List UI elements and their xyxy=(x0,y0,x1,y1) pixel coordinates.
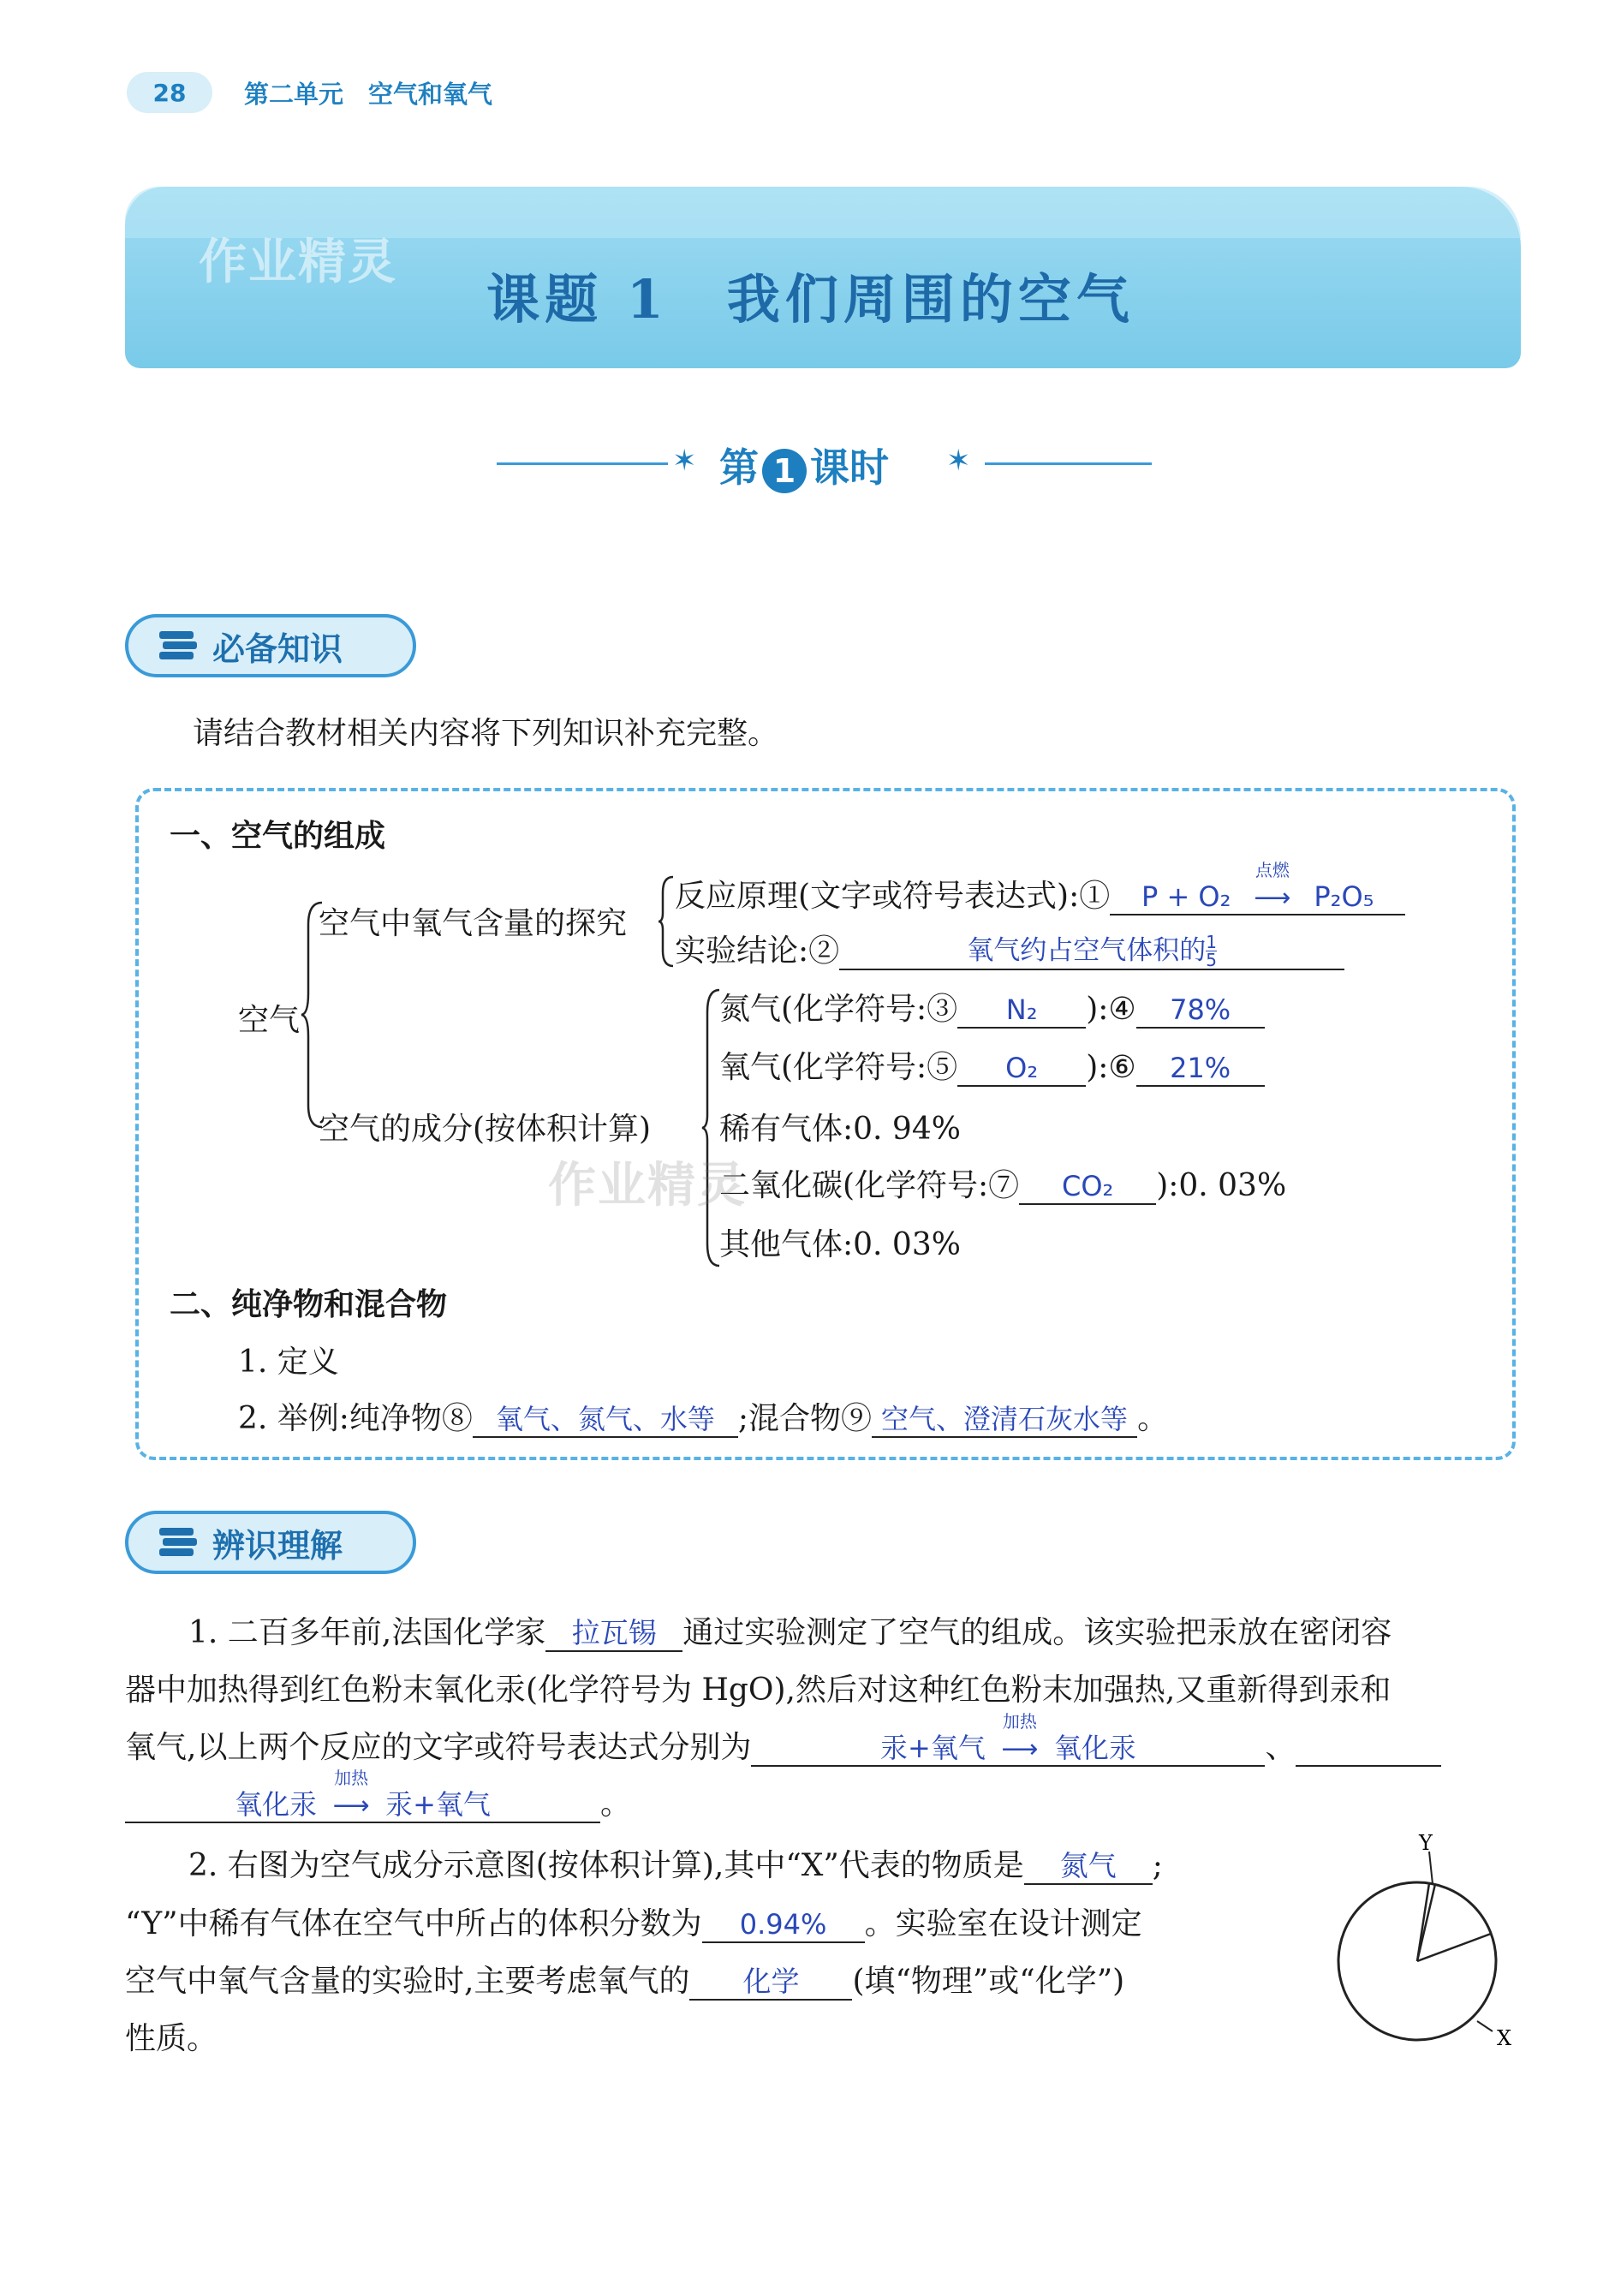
q2-text-b: “Y”中稀有气体在空气中所占的体积分数为 xyxy=(125,1906,702,1941)
answer-blank-4 xyxy=(1136,993,1265,1029)
mix-label: ;混合物⑨ xyxy=(737,1401,873,1436)
lesson-prefix: 第 xyxy=(719,444,759,491)
example-label: 2. 举例:纯净物⑧ xyxy=(238,1401,473,1436)
section-pill-understanding xyxy=(125,1511,416,1574)
part2-title: 二、纯净物和混合物 xyxy=(170,1287,448,1322)
reaction-condition: 点燃 xyxy=(1254,860,1290,881)
answer-text: O₂ xyxy=(1005,1052,1039,1085)
lesson-suffix: 课时 xyxy=(810,444,889,491)
lesson-line-right xyxy=(985,462,1152,465)
q1-line4 xyxy=(125,1768,632,1823)
answer-text: N₂ xyxy=(1005,993,1038,1027)
nitrogen-mid: ):④ xyxy=(1086,992,1136,1027)
unit-title: 第二单元 空气和氧气 xyxy=(244,80,493,109)
answer-text: 氮气 xyxy=(1059,1849,1117,1883)
q1-line3 xyxy=(125,1711,1441,1767)
arrow-icon: ⟶ xyxy=(1254,883,1291,914)
reaction-principle xyxy=(675,860,1405,915)
co2-label: 二氧化碳(化学符号:⑦ xyxy=(719,1168,1020,1203)
q2-line1 xyxy=(188,1841,1163,1885)
q2-text-e: (填“物理”或“化学”) xyxy=(852,1964,1125,1999)
q1-blank-3 xyxy=(125,1768,600,1823)
answer-text: 氧气、氮气、水等 xyxy=(495,1403,715,1436)
section-title: 必备知识 xyxy=(212,629,343,668)
lesson-number: 1 xyxy=(762,449,807,493)
reaction-arrow xyxy=(1241,860,1304,914)
lesson-line-left xyxy=(497,462,668,465)
answer-text: 0.94% xyxy=(739,1908,827,1941)
lesson-marker xyxy=(719,437,889,493)
answer-blank-9 xyxy=(872,1402,1137,1438)
q2-text-a: 2. 右图为空气成分示意图(按体积计算),其中“X”代表的物质是 xyxy=(188,1848,1024,1883)
q1-line1 xyxy=(188,1608,1392,1652)
end-mark: 。 xyxy=(1137,1401,1169,1436)
branch1-brace xyxy=(658,875,675,968)
reaction-arrow xyxy=(317,1768,385,1822)
q2-blank-1 xyxy=(1024,1849,1153,1885)
page-number: 28 xyxy=(127,72,212,113)
arrow-icon: ⟶ xyxy=(1001,1734,1039,1765)
co2-tail: ):0. 03% xyxy=(1156,1168,1287,1203)
q2-blank-3 xyxy=(689,1965,852,2001)
definition-label: 1. 定义 xyxy=(238,1345,339,1380)
answer-text: 化学 xyxy=(742,1965,800,1999)
part1-title: 一、空气的组成 xyxy=(170,819,386,854)
y-pointer xyxy=(1429,1852,1433,1884)
answer-blank-8 xyxy=(473,1402,738,1438)
pie-divider xyxy=(1417,1884,1435,1961)
star-icon: ✶ xyxy=(672,444,697,478)
answer-blank-7 xyxy=(1019,1169,1156,1205)
answer-blank-5 xyxy=(957,1051,1086,1087)
answer-text: P + O₂ xyxy=(1141,880,1231,914)
pie-divider xyxy=(1417,1934,1491,1961)
co2-row xyxy=(719,1161,1286,1205)
q1-line2: 器中加热得到红色粉末氧化汞(化学符号为 HgO),然后对这种红色粉末加强热,又重新得到汞和 xyxy=(125,1673,1392,1708)
q2-line2 xyxy=(125,1899,1142,1943)
conclusion-label: 实验结论:② xyxy=(675,933,840,969)
lesson-title: 课题 1 我们周围的空气 xyxy=(486,268,1135,331)
nitrogen-label: 氮气(化学符号:③ xyxy=(719,992,958,1027)
answer-text: 氧化汞 xyxy=(1053,1732,1136,1765)
example-row xyxy=(238,1394,1168,1438)
q1-blank-3-start xyxy=(1296,1731,1441,1767)
root-node: 空气 xyxy=(238,1003,301,1038)
answer-text: 氧气约占空气体积的 xyxy=(967,934,1207,966)
q1-blank-1 xyxy=(545,1616,682,1652)
banner-watermark: 作业精灵 xyxy=(199,235,397,290)
pie-label-x: X xyxy=(1497,2026,1512,2050)
intro-text: 请结合教材相关内容将下列知识补充完整。 xyxy=(193,716,779,751)
q1-text-b: 通过实验测定了空气的组成。该实验把汞放在密闭容 xyxy=(682,1615,1392,1650)
oxygen-label: 氧气(化学符号:⑤ xyxy=(719,1050,958,1085)
q2-line4: 性质。 xyxy=(125,2021,218,2056)
fraction-numerator: 1 xyxy=(1206,932,1217,952)
fraction xyxy=(1206,933,1217,969)
branch-oxygen-inquiry: 空气中氧气含量的探究 xyxy=(319,906,628,941)
q2-blank-2 xyxy=(702,1907,865,1943)
q2-semicolon: ; xyxy=(1152,1848,1163,1883)
answer-text: 空气、澄清石灰水等 xyxy=(881,1403,1129,1436)
branch-composition: 空气的成分(按体积计算) xyxy=(319,1112,652,1147)
x-pointer xyxy=(1477,2021,1493,2031)
answer-text: 氧化汞 xyxy=(235,1788,318,1822)
reaction-condition: 加热 xyxy=(1002,1711,1037,1732)
box-watermark: 作业精灵 xyxy=(548,1158,747,1214)
q1-end: 。 xyxy=(600,1786,632,1822)
oxygen-mid: ):⑥ xyxy=(1086,1050,1136,1085)
fraction-denominator: 5 xyxy=(1206,950,1217,970)
q2-text-c: 。实验室在设计测定 xyxy=(864,1906,1142,1941)
air-composition-pie xyxy=(1323,1833,1537,2055)
reaction-condition: 加热 xyxy=(334,1768,369,1789)
answer-text: CO₂ xyxy=(1062,1170,1114,1203)
other-gas-row: 其他气体:0. 03% xyxy=(719,1227,961,1262)
answer-blank-6 xyxy=(1136,1051,1265,1087)
answer-text: 汞+氧气 xyxy=(880,1732,986,1765)
section-pill-essential xyxy=(125,614,416,677)
q1-separator: 、 xyxy=(1265,1730,1296,1765)
answer-text: P₂O₅ xyxy=(1314,880,1374,914)
pie-label-y: Y xyxy=(1419,1833,1433,1855)
answer-text: 拉瓦锡 xyxy=(571,1616,657,1650)
section-title: 辨识理解 xyxy=(212,1526,343,1565)
answer-text: 汞+氧气 xyxy=(385,1788,491,1822)
nitrogen-row xyxy=(719,985,1265,1029)
arrow-icon: ⟶ xyxy=(332,1791,370,1822)
experiment-conclusion xyxy=(675,927,1344,970)
branch2-brace xyxy=(700,987,721,1269)
answer-blank-1 xyxy=(1110,860,1405,915)
book-stack-icon xyxy=(156,628,200,664)
answer-blank-2 xyxy=(839,933,1344,971)
answer-text: 78% xyxy=(1170,993,1231,1027)
q2-text-d: 空气中氧气含量的实验时,主要考虑氧气的 xyxy=(125,1964,690,1999)
answer-blank-3 xyxy=(957,993,1086,1029)
answer-text: 21% xyxy=(1170,1052,1231,1085)
reaction-arrow xyxy=(986,1711,1054,1765)
q1-blank-2 xyxy=(751,1711,1265,1767)
reaction-label: 反应原理(文字或符号表达式):① xyxy=(675,879,1111,914)
oxygen-row xyxy=(719,1043,1265,1087)
rare-gas-row: 稀有气体:0. 94% xyxy=(719,1112,961,1147)
q1-text-a: 1. 二百多年前,法国化学家 xyxy=(188,1615,546,1650)
q2-line3 xyxy=(125,1957,1124,2001)
q1-text-c: 氧气,以上两个反应的文字或符号表达式分别为 xyxy=(125,1730,752,1765)
star-icon: ✶ xyxy=(946,444,971,478)
book-stack-icon xyxy=(156,1524,200,1560)
